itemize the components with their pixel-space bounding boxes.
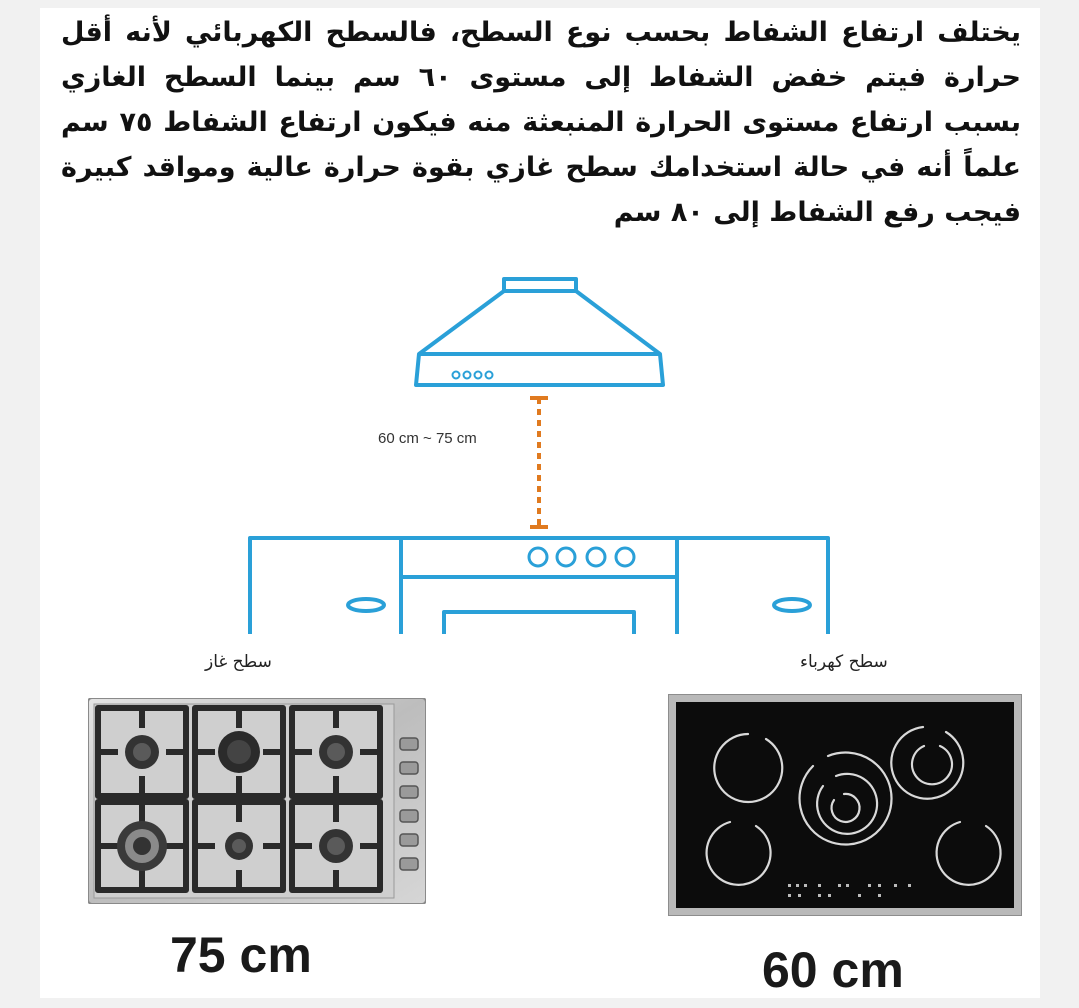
height-range-label: 60 cm ~ 75 cm [378,430,477,447]
hood-body [416,291,663,385]
gas-hob-height-label: 75 cm [170,927,312,983]
drawer-handle-left [348,599,384,611]
electric-hob-height-label: 60 cm [762,942,904,998]
counter-outline [250,538,828,634]
gas-hob-image [88,698,426,904]
electric-hob-caption: سطح كهرباء [800,652,888,672]
cooker-knobs [529,548,634,566]
hood-lights [453,372,493,379]
oven-door [444,612,634,634]
kitchen-counter-icon [250,538,828,634]
drawer-handle-right [774,599,810,611]
range-hood-icon [416,279,663,385]
gas-hob-caption: سطح غاز [205,652,272,672]
height-measure-line [530,398,548,527]
description-paragraph: يختلف ارتفاع الشفاط بحسب نوع السطح، فالسطح الكهربائي لأنه أقل حرارة فيتم خفض الشفاط إلى مستوى ٦٠ سم بينما السطح الغازي بسبب ارتفاع مستوى الحرارة المنبعثة منه فيكون ارتفاع الشفاط ٧٥ سم علماً أنه في حالة استخدامك سطح غازي بقوة حرارة عالية ومواقد كبيرة فيجب رفع الشفاط إلى ٨٠ سم [61,17,1022,228]
electric-hob-image [668,694,1022,916]
